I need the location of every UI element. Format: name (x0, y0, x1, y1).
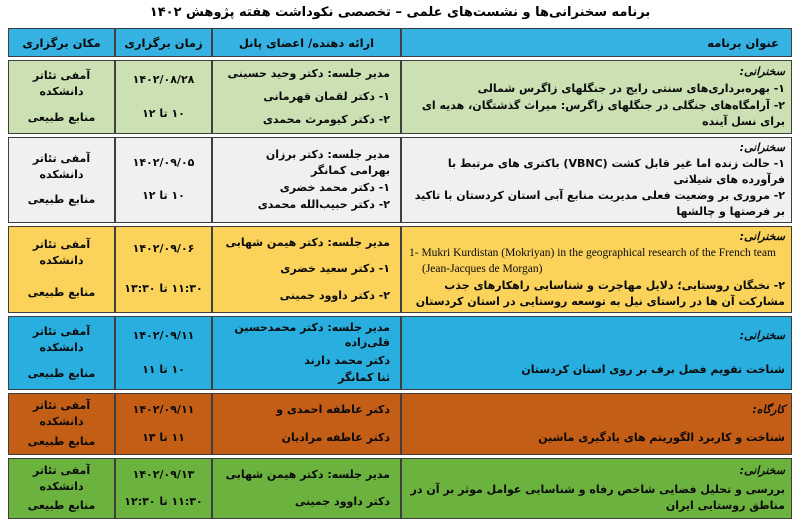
panel-line: مدیر جلسه: دکتر برزان بهرامی کمانگر (265, 148, 390, 178)
page-title: برنامه سخنرانی‌ها و نشست‌های علمی – تخصصی نکوداشت هفته پژوهش ۱۴۰۲ (149, 5, 651, 20)
panel-line: مدیر جلسه: دکتر وحید حسینی (227, 67, 390, 81)
location-line: منابع طبیعی (27, 111, 96, 125)
panel-line: ۱- دکتر محمد خضری (279, 180, 390, 194)
program-line: ۲- مروری بر وضعیت فعلی مدیریت منابع آبی استان کردستان با تاکید بر فرصتها و چالشها (414, 188, 785, 218)
panel-cell (212, 458, 401, 519)
panel-cell (212, 137, 401, 223)
table-row (8, 458, 792, 519)
program-cell (401, 60, 792, 134)
table-row (8, 316, 792, 390)
panel-line: ۱- دکتر لقمان قهرمانی (263, 90, 390, 104)
location-line: آمفی تئاتر دانشکده (32, 398, 91, 428)
program-line: شناخت و کاربرد الگوریتم های یادگیری ماشین (538, 430, 785, 444)
location-line: آمفی تئاتر دانشکده (32, 238, 91, 268)
location-line: منابع طبیعی (27, 286, 96, 300)
schedule-table (8, 25, 792, 522)
location-cell (8, 137, 115, 223)
program-line: ۲- آرامگاه‌های جنگلی در جنگلهای زاگرس: میراث گذشتگان، هدیه ای برای نسل آینده (421, 99, 785, 129)
panel-line: دکتر عاطفه مرادیان (281, 430, 390, 444)
program-line: ۱- حالت زنده اما غیر قابل کشت (VBNC) باکتری های مرتبط با فرآورده های شیلاتی (447, 156, 785, 186)
schedule-body (8, 60, 792, 519)
panel-line: ۲- دکتر حبیب‌الله محمدی (257, 197, 390, 211)
panel-line: دکتر عاطفه احمدی و (276, 402, 390, 416)
location-cell (8, 226, 115, 313)
panel-line: ثنا کمانگر (338, 371, 390, 385)
program-cell (401, 226, 792, 313)
time-cell (115, 316, 212, 390)
program-line: ۲- نخبگان روستایی؛ دلایل مهاجرت و شناسایی راهکارهای جذب مشارکت آن ها در راستای نیل به توسعه روستایی در استان کردستان (415, 278, 785, 308)
time-cell (115, 393, 212, 455)
location-line: آمفی تئاتر دانشکده (32, 69, 91, 98)
table-row (8, 393, 792, 455)
program-line: شناخت تقویم فصل برف بر روی استان کردستان (521, 362, 785, 376)
time-cell (115, 137, 212, 223)
location-cell (8, 316, 115, 390)
panel-line: دکتر داوود جمینی (294, 495, 390, 509)
table-row (8, 226, 792, 313)
header-panel: ارائه دهنده/ اعضای پانل (212, 28, 401, 57)
hours-text: ۱۰ تا ۱۱ (142, 362, 185, 376)
program-cell (401, 393, 792, 455)
location-line: آمفی تئاتر دانشکده (32, 463, 91, 493)
panel-line: مدیر جلسه: دکتر محمدحسین قلی‌زاده (234, 320, 390, 350)
date-text: ۱۴۰۲/۰۹/۱۱ (132, 402, 195, 416)
header-time: زمان برگزاری (115, 28, 212, 57)
location-cell (8, 60, 115, 134)
header-row (8, 28, 792, 57)
location-line: منابع طبیعی (27, 193, 96, 207)
time-cell (115, 226, 212, 313)
panel-cell (212, 60, 401, 134)
program-cell (401, 137, 792, 223)
hours-text: ۱۱ تا ۱۳ (142, 430, 185, 444)
time-cell (115, 60, 212, 134)
date-text: ۱۴۰۲/۰۹/۰۵ (132, 156, 195, 170)
date-text: ۱۴۰۲/۰۹/۰۶ (132, 242, 195, 256)
program-cell (401, 458, 792, 519)
program-category: سخنرانی: (739, 64, 785, 78)
program-line: بررسی و تحلیل فضایی شاخص رفاه و شناسایی عوامل موثر بر آن در مناطق روستایی ایران (410, 483, 785, 513)
table-row (8, 137, 792, 223)
date-text: ۱۴۰۲/۰۸/۲۸ (132, 73, 195, 87)
table-row (8, 60, 792, 134)
panel-cell (212, 393, 401, 455)
header-program: عنوان برنامه (401, 28, 792, 57)
location-line: منابع طبیعی (27, 434, 96, 448)
panel-line: ۲- دکتر داوود جمینی (279, 288, 390, 302)
date-text: ۱۴۰۲/۰۹/۱۱ (132, 328, 195, 342)
panel-line: دکتر محمد دارند (304, 353, 390, 367)
panel-cell (212, 226, 401, 313)
date-text: ۱۴۰۲/۰۹/۱۳ (132, 467, 195, 481)
panel-cell (212, 316, 401, 390)
program-category: سخنرانی: (739, 141, 785, 154)
location-cell (8, 458, 115, 519)
location-line: آمفی تئاتر دانشکده (32, 324, 91, 354)
location-line: منابع طبیعی (27, 499, 96, 513)
program-category: سخنرانی: (739, 328, 785, 342)
panel-line: ۲- دکتر کیومرث محمدی (262, 112, 390, 126)
program-line: 1- Mukri Kurdistan (Mokriyan) in the geographical research of the French team (Jean-Jacques de Morgan) (409, 246, 776, 276)
panel-line: مدیر جلسه: دکتر هیمن شهابی (225, 235, 390, 249)
panel-line: ۱- دکتر سعید خضری (280, 262, 390, 276)
program-category: سخنرانی: (739, 463, 785, 477)
hours-text: ۱۰ تا ۱۲ (142, 189, 185, 203)
header-location: مکان برگزاری (8, 28, 115, 57)
location-line: منابع طبیعی (27, 366, 96, 380)
program-category: سخنرانی: (739, 229, 785, 243)
location-line: آمفی تئاتر دانشکده (32, 152, 91, 182)
program-category: کارگاه: (752, 402, 785, 416)
program-line: ۱- بهره‌برداری‌های سنتی رایج در جنگلهای زاگرس شمالی (477, 82, 785, 96)
program-cell (401, 316, 792, 390)
time-cell (115, 458, 212, 519)
hours-text: ۱۰ تا ۱۲ (142, 107, 185, 121)
location-cell (8, 393, 115, 455)
panel-line: مدیر جلسه: دکتر هیمن شهابی (225, 467, 390, 481)
hours-text: ۱۱:۳۰ تا ۱۲:۳۰ (124, 495, 203, 509)
hours-text: ۱۱:۳۰ تا ۱۳:۳۰ (124, 282, 203, 296)
